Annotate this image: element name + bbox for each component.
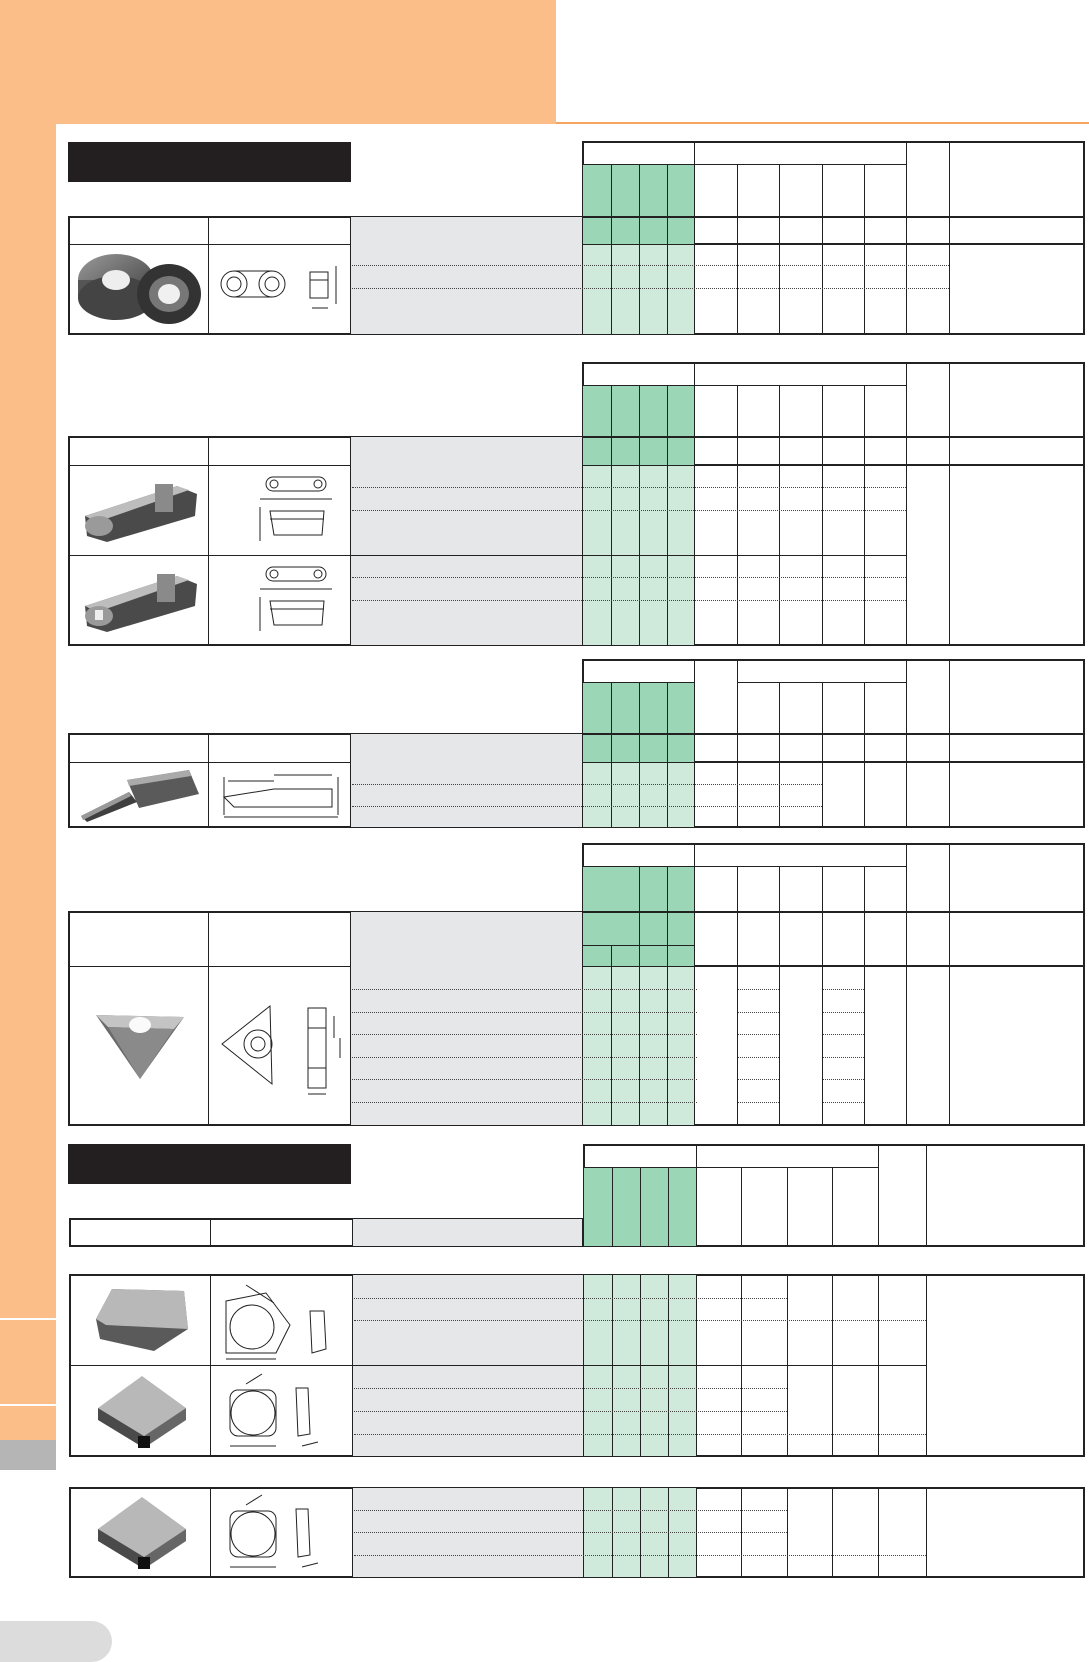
side-index-tab-active[interactable] — [0, 1440, 56, 1470]
round-insert-drawing-icon — [210, 252, 348, 328]
section-title-bar — [68, 1144, 351, 1184]
grooving-insert-drawing-icon — [250, 470, 348, 552]
milling-insert-drawing-icon — [214, 1280, 348, 1362]
spec-column — [351, 437, 582, 645]
header-rule — [556, 122, 1089, 124]
round-insert-photo-icon — [72, 248, 206, 332]
threading-insert-photo-icon — [80, 1000, 200, 1090]
threading-insert-drawing-icon — [212, 996, 348, 1100]
grooving-insert-drawing-icon — [250, 560, 348, 642]
spec-column — [351, 734, 582, 827]
boring-bar-drawing-icon — [212, 766, 348, 824]
boring-bar-photo-icon — [72, 764, 206, 826]
side-index-bar — [0, 124, 56, 1318]
header-banner — [0, 0, 556, 124]
spec-column — [351, 217, 582, 334]
spec-column — [353, 1219, 582, 1246]
square-insert-drawing-icon — [214, 1491, 348, 1575]
grooving-insert-photo-icon — [72, 560, 206, 642]
grooving-insert-photo-icon — [72, 470, 206, 552]
section-title-bar — [68, 142, 351, 182]
milling-insert-photo-icon — [84, 1280, 200, 1360]
page-number-pill — [0, 1621, 112, 1662]
spec-column — [351, 912, 582, 1125]
square-insert-drawing-icon — [214, 1370, 348, 1454]
square-insert-photo-icon — [84, 1370, 200, 1454]
side-index-tab[interactable] — [0, 1404, 56, 1440]
side-index-tab[interactable] — [0, 1318, 56, 1404]
square-insert-photo-icon — [84, 1491, 200, 1575]
